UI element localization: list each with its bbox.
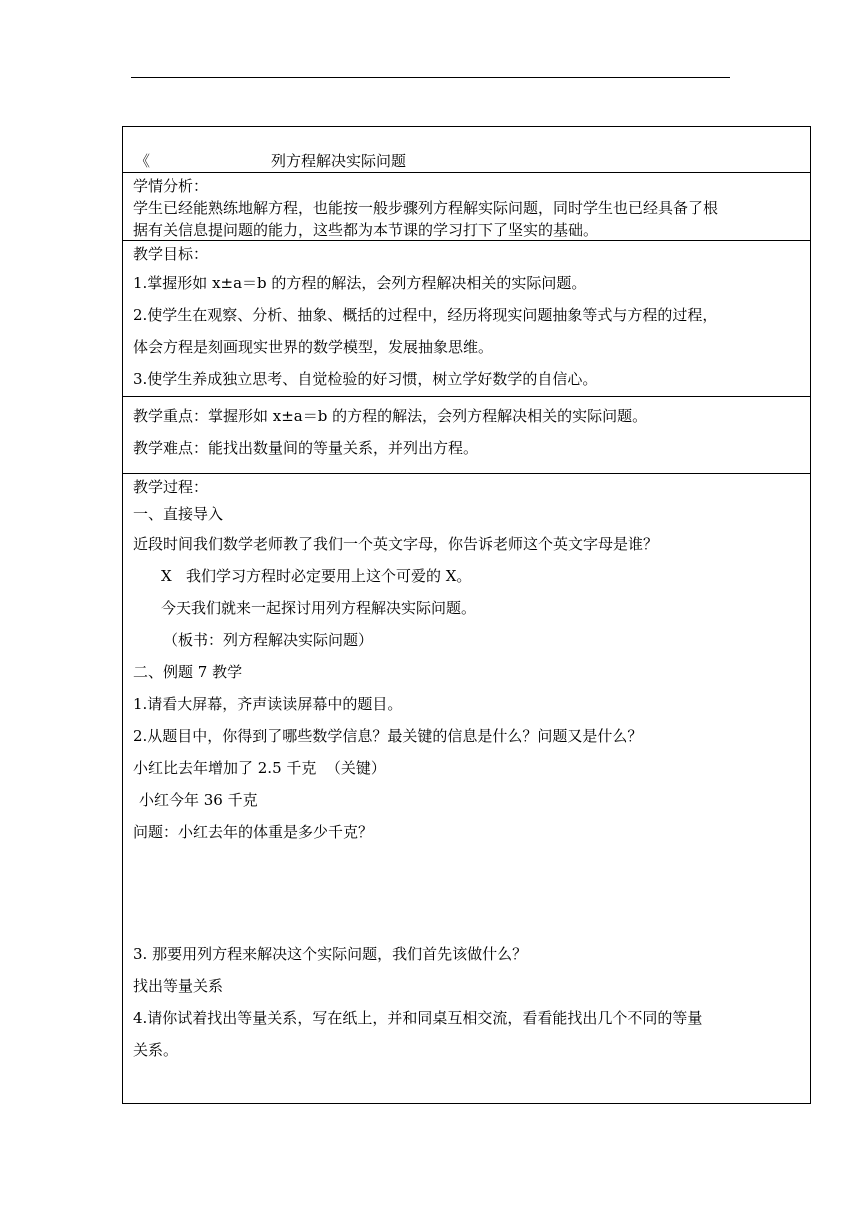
- process-text: 近段时间我们数学老师教了我们一个英文字母，你告诉老师这个英文字母是谁？: [133, 535, 659, 553]
- process-text: 关系。: [133, 1041, 179, 1059]
- teaching-goals-cell: [123, 240, 810, 396]
- analysis-label: 学情分析：: [133, 177, 209, 195]
- process-text: 3. 那要用列方程来解决这个实际问题，我们首先该做什么？: [133, 945, 528, 963]
- goals-label: 教学目标：: [133, 245, 209, 263]
- title-bracket: 《: [135, 152, 151, 170]
- difficulty-point: 教学难点：能找出数量间的等量关系，并列出方程。: [133, 439, 479, 457]
- process-label: 教学过程：: [133, 478, 209, 496]
- section-heading: 一、直接导入: [133, 505, 224, 523]
- question-line: 问题：小红去年的体重是多少千克？: [133, 823, 374, 841]
- header-rule: [131, 77, 730, 78]
- lesson-plan-table: [122, 126, 811, 1104]
- lesson-title: 列方程解决实际问题: [271, 152, 407, 170]
- board-note: （板书：列方程解决实际问题）: [163, 631, 374, 649]
- analysis-line: 学生已经能熟练地解方程，也能按一般步骤列方程解实际问题，同时学生也已经具备了根: [133, 199, 719, 217]
- key-point: 教学重点：掌握形如 x±a＝b 的方程的解法，会列方程解决相关的实际问题。: [133, 407, 648, 425]
- process-text: 1.请看大屏幕，齐声读读屏幕中的题目。: [133, 695, 403, 713]
- blank-space: [133, 848, 802, 938]
- process-text: X 我们学习方程时必定要用上这个可爱的 X。: [161, 567, 472, 585]
- info-line: 小红比去年增加了 2.5 千克 （关键）: [133, 759, 386, 777]
- process-text: 找出等量关系: [133, 977, 224, 995]
- goal-item: 2.使学生在观察、分析、抽象、概括的过程中，经历将现实问题抽象等式与方程的过程，: [133, 306, 718, 324]
- goal-item: 3.使学生养成独立思考、自觉检验的好习惯，树立学好数学的自信心。: [133, 370, 598, 388]
- info-line: 小红今年 36 千克: [139, 791, 258, 809]
- process-text: 4.请你试着找出等量关系，写在纸上，并和同桌互相交流，看看能找出几个不同的等量: [133, 1009, 703, 1027]
- goal-item: 体会方程是刻画现实世界的数学模型，发展抽象思维。: [133, 338, 494, 356]
- analysis-line: 据有关信息提问题的能力，这些都为本节课的学习打下了坚实的基础。: [133, 221, 599, 239]
- teaching-process-cell: [123, 473, 810, 1103]
- key-points-cell: [123, 396, 810, 473]
- section-heading: 二、例题 7 教学: [133, 663, 243, 681]
- process-text: 今天我们就来一起探讨用列方程解决实际问题。: [161, 599, 477, 617]
- title-row: [123, 127, 810, 172]
- process-text: 2.从题目中，你得到了哪些数学信息？最关键的信息是什么？问题又是什么？: [133, 727, 643, 745]
- goal-item: 1.掌握形如 x±a＝b 的方程的解法，会列方程解决相关的实际问题。: [133, 274, 587, 292]
- student-analysis-cell: [123, 172, 810, 240]
